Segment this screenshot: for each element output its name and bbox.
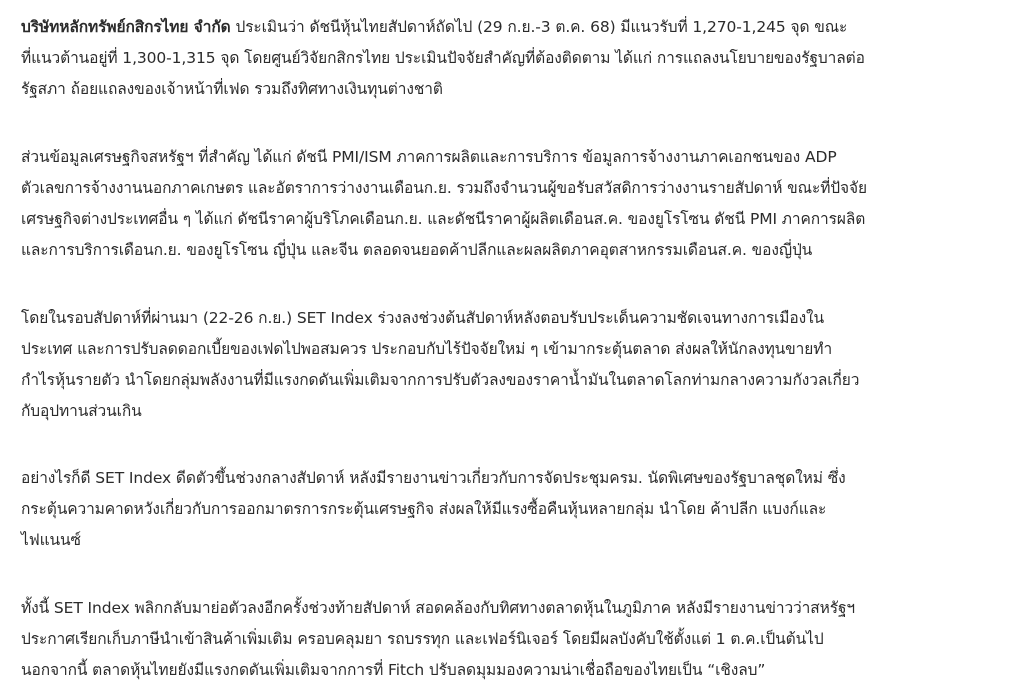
text-line: ตัวเลขการจ้างงานนอกภาคเกษตร และอัตราการว่างงานเดือนก.ย. รวมถึงจำนวนผู้ขอรับสวัสดิการว่างงานรายสัปดาห์ ขณะที่ปัจจัย [21,179,867,197]
company-name: บริษัทหลักทรัพย์กสิกรไทย จำกัด [21,18,231,36]
paragraph-midweek-rebound [21,463,846,556]
text-line: กำไรหุ้นรายตัว นำโดยกลุ่มพลังงานที่มีแรงกดดันเพิ่มเติมจากการปรับตัวลงของราคาน้ำมันในตลาดโลกท่ามกลางความกังวลเกี่ยว [21,371,860,389]
text-line [21,12,865,43]
paragraph-outlook [21,12,865,105]
text-line: รัฐสภา ถ้อยแถลงของเจ้าหน้าที่เฟด รวมถึงทิศทางเงินทุนต่างชาติ [21,80,443,98]
text-line: ประกาศเรียกเก็บภาษีนำเข้าสินค้าเพิ่มเติม ครอบคลุมยา รถบรรทุก และเฟอร์นิเจอร์ โดยมีผลบังคับใช้ตั้งแต่ 1 ต.ค.เป็นต้นไป [21,630,824,648]
text-line: โดยในรอบสัปดาห์ที่ผ่านมา (22-26 ก.ย.) SET Index ร่วงลงช่วงต้นสัปดาห์หลังตอบรับประเด็นความชัดเจนทางการเมืองใน [21,309,825,327]
text-line: กับอุปทานส่วนเกิน [21,402,142,420]
paragraph-us-economy [21,142,867,266]
text-line: ส่วนข้อมูลเศรษฐกิจสหรัฐฯ ที่สำคัญ ได้แก่ ดัชนี PMI/ISM ภาคการผลิตและการบริการ ข้อมูลการจ้างงานภาคเอกชนของ ADP [21,148,837,166]
text-line: เศรษฐกิจต่างประเทศอื่น ๆ ได้แก่ ดัชนีราคาผู้บริโภคเดือนก.ย. และดัชนีราคาผู้ผลิตเดือนส.ค. ของยูโรโซน ดัชนี PMI ภาคการผลิต [21,210,866,228]
text-line-rest: ประเมินว่า ดัชนีหุ้นไทยสัปดาห์ถัดไป (29 ก.ย.-3 ต.ค. 68) มีแนวรับที่ 1,270-1,245 จุด ขณะ [230,18,848,36]
text-line: ทั้งนี้ SET Index พลิกกลับมาย่อตัวลงอีกครั้งช่วงท้ายสัปดาห์ สอดคล้องกับทิศทางตลาดหุ้นในภูมิภาค หลังมีรายงานข่าวว่าสหรัฐฯ [21,599,856,617]
text-line: และการบริการเดือนก.ย. ของยูโรโซน ญี่ปุ่น และจีน ตลอดจนยอดค้าปลีกและผลผลิตภาคอุตสาหกรรมเดือนส.ค. ของญี่ปุ่น [21,241,813,259]
text-line: ประเทศ และการปรับลดดอกเบี้ยของเฟดไปพอสมควร ประกอบกับไร้ปัจจัยใหม่ ๆ เข้ามากระตุ้นตลาด ส่งผลให้นักลงทุนขายทำ [21,340,833,358]
text-line: กระตุ้นความคาดหวังเกี่ยวกับการออกมาตรการกระตุ้นเศรษฐกิจ ส่งผลให้มีแรงซื้อคืนหุ้นหลายกลุ่ม นำโดย ค้าปลีก แบงก์และ [21,500,827,518]
paragraph-past-week [21,303,859,427]
text-line: นอกจากนี้ ตลาดหุ้นไทยยังมีแรงกดดันเพิ่มเติมจากการที่ Fitch ปรับลดมุมมองความน่าเชื่อถือของไทยเป็น “เชิงลบ” [21,661,766,679]
text-line: ที่แนวต้านอยู่ที่ 1,300-1,315 จุด โดยศูนย์วิจัยกสิกรไทย ประเมินปัจจัยสำคัญที่ต้องติดตาม ได้แก่ การแถลงนโยบายของรัฐบาลต่อ [21,49,865,67]
text-line: อย่างไรก็ดี SET Index ดีดตัวขึ้นช่วงกลางสัปดาห์ หลังมีรายงานข่าวเกี่ยวกับการจัดประชุมครม. นัดพิเศษของรัฐบาลชุดใหม่ ซึ่ง [21,469,846,487]
paragraph-week-end [21,593,855,686]
text-line: ไฟแนนซ์ [21,531,81,549]
